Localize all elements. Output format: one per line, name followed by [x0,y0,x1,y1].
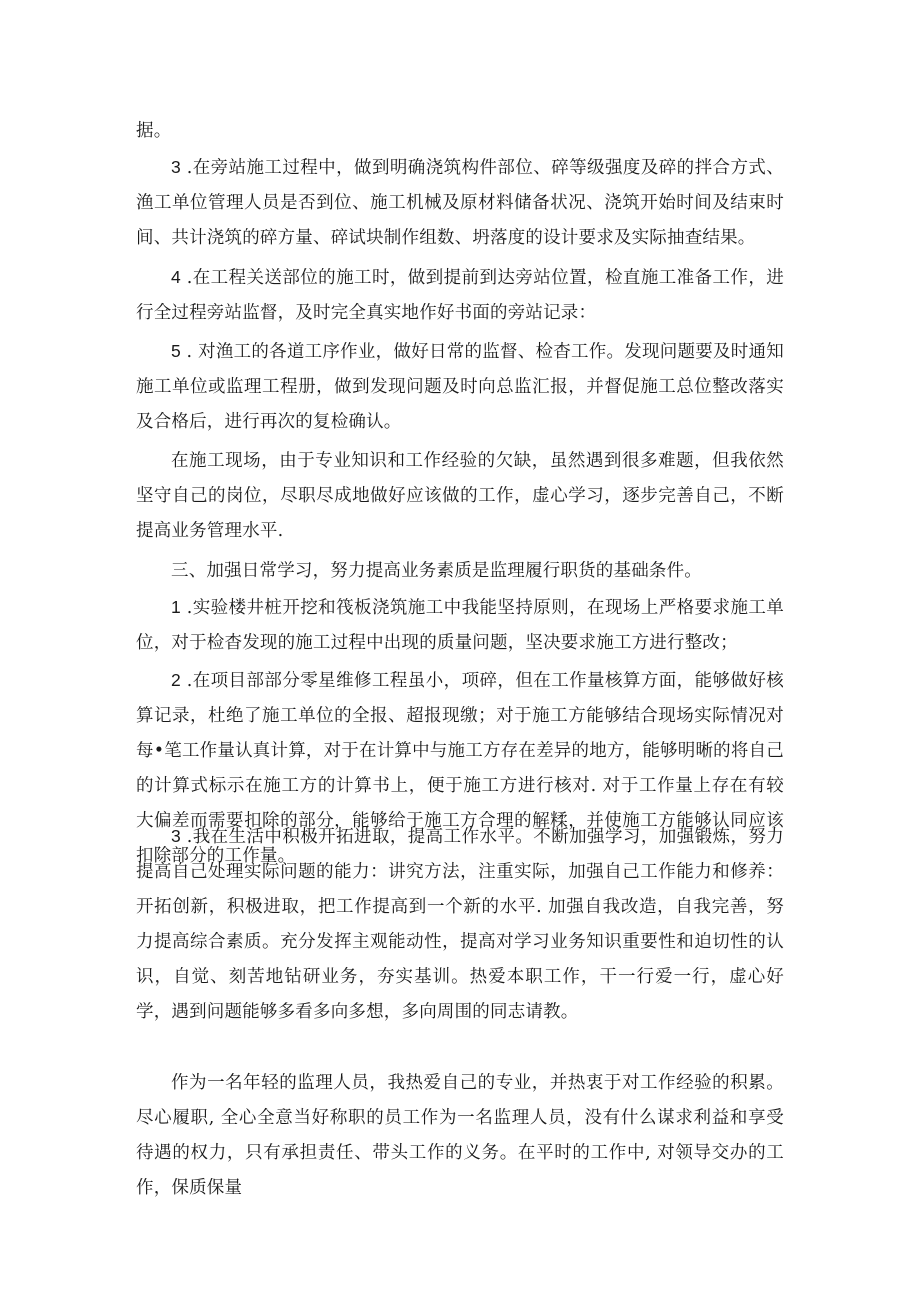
paragraph-item-1 [136,590,784,661]
paragraph-text: .在项目部部分零星维修工程虽小，项碎，但在工作量核算方面，能够做好核算记录，杜绝了施工单位的全报、超报现缴；对于施工方能够结合现场实际情况对每•笔工作量认真计算，对于在计算中与施工方存在差异的地方，能够明晰的将自己的计算式标示在施工方的计算书上，便于施工方进行核对. 对于工作量上存在有较大偏差而需要扣除的部分，能够给于施工方合理的解糅，并使施工方能够认同应该扣除部分的工作量。 [136,671,784,866]
paragraph-item-3 [136,150,784,256]
paragraph-text: 作为一名年轻的监理人员，我热爱自己的专业，并热衷于对工作经验的积累。尽心履职, 全心全意当好称职的员工作为一名监理人员，没有什么谋求利益和享受待遇的权力，只有承担责任、带头工作的义务。在平时的工作中, 对领导交办的工作，保质保量 [136,1073,784,1198]
paragraph-item-3b [136,819,784,1030]
item-number: 2 [171,670,181,690]
item-number: 1 [171,597,181,617]
item-number: 3 [171,157,181,177]
paragraph-site-experience [136,444,784,549]
paragraph-text: .在旁站施工过程中，做到明确浇筑构件部位、碎等级强度及碎的拌合方式、渔工单位管理人员是否到位、施工机械及原材料储备状况、浇筑开始时间及结束时间、共计浇筑的碎方量、碎试块制作组数、坍落度的设计要求及实际抽查结果。 [136,158,784,248]
paragraph-text: .我在生活中积极开拓进取，提高工作水平。不断加强学习，加强锻炼，努力提高自己处理实际问题的能力：讲究方法，注重实际，加强自己工作能力和修养：开拓创新，积极进取，把工作提高到一个新的水平. 加强自我改造，自我完善，努力提高综合素质。充分发挥主观能动性，提高对学习业务知识重要性和迫切性的认识，自觉、刻苦地钻研业务，夯实基训。热爱本职工作，干一行爱一行，虚心好学，遇到问题能够多看多向多想，多向周围的同志请教。 [136,827,784,1022]
paragraph-personal-statement [136,1066,784,1206]
section-heading-three [136,554,784,589]
paragraph-text: .实验楼井桩开挖和筏板浇筑施工中我能坚持原则，在现场上严格要求施工单位，对于检杳发现的施工过程中出现的质量问题，坚决要求施工方进行整改； [136,598,784,653]
paragraph-text: .在工程关送部位的施工时，做到提前到达旁站位置，检直施工准备工作，进行全过程旁站监督，及时完全真实地作好书面的旁站记录： [136,268,784,323]
paragraph-continuation [136,114,784,149]
paragraph-text: 据。 [136,121,172,141]
paragraph-item-5 [136,334,784,440]
item-number: 5 [171,341,181,361]
paragraph-text: 在施工现场，由于专业知识和工作经验的欠缺，虽然遇到很多难题，但我依然坚守自己的岗位，尽职尽成地做好应该做的工作，虚心学习，逐步完善自己，不断提高业务管理水平. [136,451,784,541]
paragraph-item-4 [136,260,784,331]
paragraph-text: 三、加强日常学习，努力提高业务素质是监理履行职货的基础条件。 [171,561,702,581]
paragraph-text: . 对渔工的各道工序作业，做好日常的监督、检杳工作。发现问题要及时通知施工单位或监理工程册，做到发现问题及时向总监汇报，并督促施工总位整改落实及合格后，进行再次的复检确认。 [136,342,784,432]
item-number: 4 [171,267,181,287]
item-number: 3 [171,826,181,846]
